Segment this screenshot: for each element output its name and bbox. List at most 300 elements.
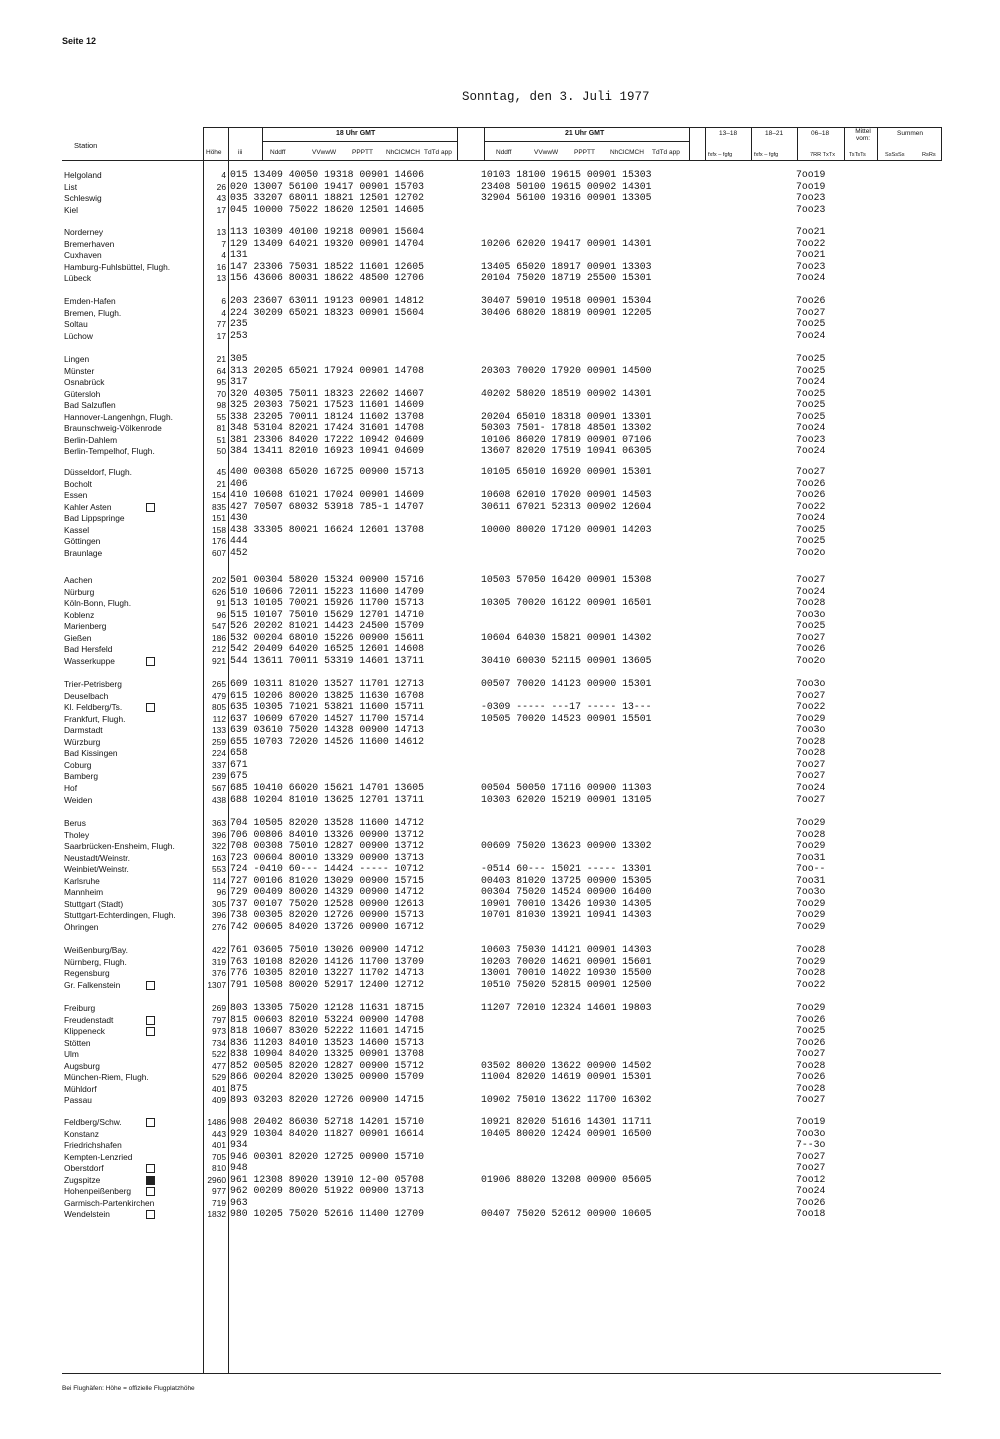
obs-extra: 7oo25 <box>796 535 826 547</box>
obs-extra: 7oo24 <box>796 376 826 388</box>
obs-21-gmt: 10206 62020 19417 00901 14301 <box>481 237 652 249</box>
station-height: 265 <box>212 679 226 689</box>
header-sub-13-18: fxfx – fgfg <box>708 152 733 158</box>
station-label: Osnabrück <box>64 377 105 388</box>
obs-extra: 7oo25 <box>796 353 826 364</box>
obs-18-gmt: 742 00605 84020 13726 00900 16712 <box>230 920 425 932</box>
obs-extra: 7oo27 <box>796 574 826 585</box>
station-name <box>64 490 87 500</box>
station-label: Klippeneck <box>64 1026 105 1037</box>
station-label: Helgoland <box>64 170 102 180</box>
obs-21-gmt: 10902 75010 13622 11700 16302 <box>481 1094 652 1106</box>
station-height: 133 <box>212 725 226 736</box>
obs-extra: 7oo19 <box>796 1116 826 1127</box>
station-height: 438 <box>212 794 226 805</box>
obs-18-gmt: 020 13007 56100 19417 00901 15703 <box>230 180 425 192</box>
obs-18-gmt: 776 10305 82010 13227 11702 14713 <box>230 967 425 979</box>
station-name <box>64 876 100 886</box>
station-height: 607 <box>212 547 226 558</box>
station-name <box>64 783 77 793</box>
header-sub-summen-2: RsRs <box>922 152 936 158</box>
obs-extra: 7oo22 <box>796 701 826 713</box>
station-label: Koblenz <box>64 609 95 620</box>
station-name <box>64 853 130 863</box>
station-height: 163 <box>212 852 226 863</box>
obs-21-gmt: 11207 72010 12324 14601 19803 <box>481 1002 652 1013</box>
station-height: 43 <box>216 193 226 204</box>
obs-21-gmt: 20303 70020 17920 00901 14500 <box>481 364 652 376</box>
col-rule-summen <box>877 127 878 161</box>
obs-18-gmt: 410 10608 61021 17024 00901 14609 <box>230 489 425 501</box>
station-label: List <box>64 181 78 192</box>
obs-extra: 7oo29 <box>796 920 826 932</box>
station-height: 21 <box>216 354 226 364</box>
station-label: Bad Salzuflen <box>64 400 116 411</box>
obs-21-gmt: 10603 75030 14121 00901 14303 <box>481 944 652 955</box>
station-label: Hannover-Langenhgn, Flugh. <box>64 411 173 422</box>
obs-18-gmt: 615 10206 80020 13825 11630 16708 <box>230 689 425 701</box>
header-top-rule <box>203 127 941 128</box>
station-name <box>64 760 91 770</box>
station-label: Bremerhaven <box>64 238 115 249</box>
obs-18-gmt: 156 43606 80031 18622 48500 12706 <box>230 272 425 284</box>
obs-extra: 7oo3o <box>796 1127 826 1139</box>
station-height: 50 <box>216 446 226 457</box>
station-name <box>64 536 100 546</box>
station-name <box>64 205 78 215</box>
station-height: 322 <box>212 841 226 852</box>
station-height: 1486 <box>207 1117 226 1127</box>
obs-18-gmt: 737 00107 75020 12528 00900 12613 <box>230 897 425 909</box>
station-name <box>64 1163 104 1173</box>
obs-extra: 7oo12 <box>796 1173 826 1185</box>
obs-extra: 7oo27 <box>796 466 826 477</box>
station-height: 13 <box>216 273 226 284</box>
station-height: 96 <box>216 887 226 898</box>
station-height: 16 <box>216 261 226 272</box>
station-label: Stuttgart-Echterdingen, Flugh. <box>64 910 176 921</box>
station-name <box>64 887 103 897</box>
obs-21-gmt: 10103 18100 19615 00901 15303 <box>481 169 652 180</box>
obs-21-gmt: 10701 81030 13921 10941 14303 <box>481 909 652 921</box>
obs-18-gmt: 852 00505 82020 12827 00900 15712 <box>230 1059 425 1071</box>
header-clouds-18: NhClCMCH <box>386 149 420 156</box>
obs-extra: 7oo26 <box>796 295 826 306</box>
obs-18-gmt: 815 00603 82010 53224 00900 14708 <box>230 1013 425 1025</box>
station-height: 269 <box>212 1003 226 1013</box>
obs-extra: 7oo25 <box>796 1025 826 1037</box>
station-label: Bad Kissingen <box>64 748 118 759</box>
obs-extra: 7oo18 <box>796 1208 826 1220</box>
station-height: 529 <box>212 1072 226 1083</box>
station-name <box>64 193 102 203</box>
station-name <box>64 864 129 874</box>
station-name <box>64 1061 100 1071</box>
station-height: 4 <box>221 170 226 180</box>
station-label: Gr. Falkenstein <box>64 979 121 990</box>
station-name <box>64 1026 105 1036</box>
station-label: Bad Lippspringe <box>64 513 125 524</box>
station-name <box>64 400 116 410</box>
station-height: 1307 <box>207 979 226 990</box>
obs-extra: 7oo31 <box>796 851 826 863</box>
obs-extra: 7oo3o <box>796 886 826 898</box>
obs-extra: 7oo27 <box>796 1150 826 1162</box>
station-height: 13 <box>216 227 226 237</box>
station-name <box>64 446 155 456</box>
obs-extra: 7oo23 <box>796 433 826 445</box>
obs-extra: 7oo3o <box>796 724 826 736</box>
station-height: 719 <box>212 1197 226 1208</box>
open-square-icon <box>146 1164 155 1173</box>
station-height: 17 <box>216 204 226 215</box>
station-label: Weinbiet/Weinstr. <box>64 864 129 875</box>
obs-18-gmt: 348 53104 82021 17424 31601 14708 <box>230 422 425 434</box>
station-height: 151 <box>212 513 226 524</box>
obs-extra: 7oo23 <box>796 192 826 204</box>
obs-extra: 7oo26 <box>796 1196 826 1208</box>
station-height: 396 <box>212 910 226 921</box>
station-name <box>64 1049 79 1059</box>
obs-18-gmt: 320 40305 75011 18323 22602 14607 <box>230 387 425 399</box>
station-name <box>64 1198 154 1208</box>
station-label: Gießen <box>64 632 92 643</box>
obs-18-gmt: 639 03610 75020 14328 00900 14713 <box>230 724 425 736</box>
station-name <box>64 1015 113 1025</box>
station-name <box>64 691 108 701</box>
obs-21-gmt: 30611 67021 52313 00902 12604 <box>481 500 652 512</box>
obs-18-gmt: 929 10304 84020 11827 00901 16614 <box>230 1127 425 1139</box>
header-18-21: 18–21 <box>765 130 784 137</box>
header-iii: iii <box>238 149 243 156</box>
obs-18-gmt: 727 00106 81020 13029 00900 15715 <box>230 874 425 886</box>
station-name <box>64 714 125 724</box>
station-name <box>64 795 92 805</box>
station-height: 7 <box>221 238 226 249</box>
footnote: Bei Flughäfen: Höhe = offizielle Flugplatzhöhe <box>62 1385 195 1392</box>
station-label: Garmisch-Partenkirchen <box>64 1197 155 1208</box>
station-label: Cuxhaven <box>64 250 102 261</box>
obs-extra: 7oo25 <box>796 410 826 422</box>
obs-18-gmt: 544 13611 70011 53319 14601 13711 <box>230 654 425 666</box>
station-height: 96 <box>216 609 226 620</box>
station-name <box>64 1095 92 1105</box>
station-height: 319 <box>212 956 226 967</box>
obs-18-gmt: 724 -0410 60--- 14424 ----- 10712 <box>230 863 425 875</box>
station-label: Saarbrücken-Ensheim, Flugh. <box>64 841 175 852</box>
obs-21-gmt: 00609 75020 13623 00900 13302 <box>481 840 652 852</box>
obs-21-gmt: 10901 70010 13426 10930 14305 <box>481 897 652 909</box>
station-label: Öhringen <box>64 921 99 932</box>
station-name <box>64 598 131 608</box>
obs-18-gmt: 526 20202 81021 14423 24500 15709 <box>230 620 425 632</box>
station-label: Konstanz <box>64 1128 99 1139</box>
header-summen: Summen <box>897 130 924 137</box>
obs-18-gmt: 963 <box>230 1196 248 1208</box>
station-name <box>64 968 110 978</box>
obs-extra: 7oo29 <box>796 840 826 852</box>
station-name <box>64 182 77 192</box>
station-label: Bremen, Flugh. <box>64 307 122 318</box>
obs-18-gmt: 381 23306 84020 17222 10942 04609 <box>230 433 425 445</box>
station-name <box>64 910 176 920</box>
obs-18-gmt: 510 10606 72011 15223 11600 14709 <box>230 585 425 597</box>
station-label: Würzburg <box>64 736 101 747</box>
obs-18-gmt: 542 20409 64020 16525 12601 14608 <box>230 643 425 655</box>
station-label: Bocholt <box>64 478 92 489</box>
obs-18-gmt: 427 70507 68032 53918 785-1 14707 <box>230 500 425 512</box>
obs-extra: 7oo22 <box>796 978 826 990</box>
station-height: 91 <box>216 598 226 609</box>
station-label: Weißenburg/Bay. <box>64 945 128 955</box>
obs-extra: 7oo28 <box>796 1082 826 1094</box>
obs-21-gmt: 10303 62020 15219 00901 13105 <box>481 793 652 805</box>
obs-18-gmt: 908 20402 86030 52718 14201 15710 <box>230 1116 425 1127</box>
station-name <box>64 737 100 747</box>
col-rule-21-start <box>484 127 485 161</box>
obs-21-gmt: 10203 70020 14621 00901 15601 <box>481 955 652 967</box>
obs-18-gmt: 317 <box>230 376 248 388</box>
header-tdtd-21: TdTd app <box>652 149 680 156</box>
obs-18-gmt: 325 20303 75021 17523 11601 14609 <box>230 399 425 411</box>
station-height: 114 <box>212 875 226 886</box>
obs-extra: 7oo2o <box>796 546 826 558</box>
obs-extra: 7oo3o <box>796 608 826 620</box>
station-label: Karlsruhe <box>64 875 100 886</box>
station-label: Tholey <box>64 829 90 840</box>
station-label: Weiden <box>64 794 93 805</box>
open-square-icon <box>146 503 155 512</box>
obs-extra: 7oo27 <box>796 770 826 782</box>
station-height: 26 <box>216 181 226 192</box>
station-name <box>64 957 127 967</box>
station-height: 305 <box>212 898 226 909</box>
station-name <box>64 435 117 445</box>
obs-extra: 7oo29 <box>796 909 826 921</box>
station-height: 64 <box>216 365 226 376</box>
obs-21-gmt: 10305 70020 16122 00901 16501 <box>481 597 652 609</box>
header-mittel: Mittel vom: <box>855 128 871 142</box>
obs-extra: 7oo28 <box>796 747 826 759</box>
station-label: Essen <box>64 490 88 501</box>
obs-18-gmt: 253 <box>230 329 248 341</box>
obs-18-gmt: 501 00304 58020 15324 00900 15716 <box>230 574 425 585</box>
station-name <box>64 296 116 306</box>
col-rule-18-end <box>457 127 458 161</box>
obs-18-gmt: 685 10410 66020 15621 14701 13605 <box>230 781 425 793</box>
station-label: Berus <box>64 818 86 828</box>
obs-18-gmt: 147 23306 75031 18522 11601 12605 <box>230 260 425 272</box>
obs-extra: 7oo26 <box>796 1013 826 1025</box>
station-label: Braunschweig-Völkenrode <box>64 423 162 434</box>
station-height: 921 <box>212 655 226 666</box>
station-label: Lingen <box>64 354 90 364</box>
obs-extra: 7oo25 <box>796 387 826 399</box>
obs-18-gmt: 129 13409 64021 19320 00901 14704 <box>230 237 425 249</box>
obs-21-gmt: 20204 65010 18318 00901 13301 <box>481 410 652 422</box>
obs-extra: 7--3o <box>796 1139 826 1151</box>
station-label: Oberstdorf <box>64 1163 104 1174</box>
obs-extra: 7oo25 <box>796 620 826 632</box>
obs-extra: 7oo29 <box>796 712 826 724</box>
col-rule-18-start <box>262 127 263 161</box>
obs-extra: 7oo26 <box>796 1036 826 1048</box>
station-name <box>64 308 121 318</box>
obs-18-gmt: 791 10508 80020 52917 12400 12712 <box>230 978 425 990</box>
station-label: Norderney <box>64 227 104 237</box>
station-height: 567 <box>212 782 226 793</box>
station-name <box>64 239 114 249</box>
station-name <box>64 502 112 512</box>
obs-extra: 7oo21 <box>796 249 826 261</box>
obs-extra: 7oo29 <box>796 955 826 967</box>
open-square-icon <box>146 1016 155 1025</box>
station-label: Augsburg <box>64 1060 100 1071</box>
obs-extra: 7oo28 <box>796 597 826 609</box>
station-name <box>64 818 86 828</box>
station-label: Köln-Bonn, Flugh. <box>64 598 132 609</box>
obs-21-gmt: 13405 65020 18917 00901 13303 <box>481 260 652 272</box>
station-height: 176 <box>212 536 226 547</box>
station-height: 202 <box>212 575 226 585</box>
station-height: 477 <box>212 1060 226 1071</box>
station-label: Aachen <box>64 575 93 585</box>
header-sub-summen-1: SsSsSs <box>885 152 905 158</box>
station-label: Düsseldorf, Flugh. <box>64 467 132 477</box>
obs-21-gmt: 00304 75020 14524 00900 16400 <box>481 886 652 898</box>
obs-21-gmt: -0309 ----- ---17 ----- 13--- <box>481 701 652 713</box>
station-height: 409 <box>212 1095 226 1106</box>
station-name <box>64 412 173 422</box>
obs-extra: 7oo24 <box>796 1185 826 1197</box>
station-label: Darmstadt <box>64 725 103 736</box>
col-rule-18-21 <box>751 127 752 161</box>
station-label: Berlin-Dahlem <box>64 434 118 445</box>
station-height: 70 <box>216 388 226 399</box>
obs-18-gmt: 609 10311 81020 13527 11701 12713 <box>230 678 425 689</box>
header-vvwww-18: VVwwW <box>312 149 337 156</box>
obs-21-gmt: 50303 7501- 17818 48501 13302 <box>481 422 652 434</box>
obs-extra: 7oo26 <box>796 477 826 489</box>
station-label: Stötten <box>64 1037 91 1048</box>
station-label: Gütersloh <box>64 388 101 399</box>
obs-18-gmt: 224 30209 65021 18323 00901 15604 <box>230 306 425 318</box>
station-label: Coburg <box>64 759 92 770</box>
header-13-18: 13–18 <box>719 130 738 137</box>
station-label: Kahler Asten <box>64 501 112 512</box>
obs-extra: 7oo28 <box>796 828 826 840</box>
station-label: Schleswig <box>64 193 102 204</box>
col-rule-06-18 <box>797 127 798 161</box>
station-label: Freudenstadt <box>64 1014 114 1025</box>
obs-extra: 7oo22 <box>796 500 826 512</box>
obs-extra: 7oo24 <box>796 329 826 341</box>
obs-18-gmt: 688 10204 81010 13625 12701 13711 <box>230 793 425 805</box>
station-height: 112 <box>212 713 226 724</box>
station-height: 55 <box>216 411 226 422</box>
obs-extra: 7oo28 <box>796 967 826 979</box>
header-clouds-21: NhClCMCH <box>610 149 644 156</box>
station-height: 705 <box>212 1151 226 1162</box>
station-height: 553 <box>212 864 226 875</box>
obs-18-gmt: 934 <box>230 1139 248 1151</box>
station-height: 158 <box>212 524 226 535</box>
station-name <box>64 679 122 689</box>
header-bottom-rule <box>62 160 941 161</box>
open-square-icon <box>146 1210 155 1219</box>
open-square-icon <box>146 703 155 712</box>
obs-extra: 7oo29 <box>796 1002 826 1013</box>
obs-18-gmt: 803 13305 75020 12128 11631 18715 <box>230 1002 425 1013</box>
station-height: 337 <box>212 759 226 770</box>
header-sub-18-21: fxfx – fgfg <box>754 152 779 158</box>
station-height: 45 <box>216 467 226 477</box>
obs-extra: 7oo26 <box>796 489 826 501</box>
station-height: 376 <box>212 968 226 979</box>
obs-21-gmt: 00507 70020 14123 00900 15301 <box>481 678 652 689</box>
station-name <box>64 1209 110 1219</box>
station-height: 396 <box>212 829 226 840</box>
station-label: Trier-Petrisberg <box>64 679 122 689</box>
obs-18-gmt: 015 13409 40050 19318 00901 14606 <box>230 169 425 180</box>
station-height: 239 <box>212 771 226 782</box>
obs-extra: 7oo27 <box>796 758 826 770</box>
obs-extra: 7oo27 <box>796 631 826 643</box>
station-label: Kassel <box>64 524 90 535</box>
station-label: Feldberg/Schw. <box>64 1117 122 1127</box>
station-name <box>64 980 120 990</box>
obs-extra: 7oo27 <box>796 689 826 701</box>
header-nddff-21: Nddff <box>496 149 512 156</box>
station-name <box>64 610 94 620</box>
obs-18-gmt: 729 00409 80020 14329 00900 14712 <box>230 886 425 898</box>
station-height: 224 <box>212 748 226 759</box>
obs-extra: 7oo31 <box>796 874 826 886</box>
obs-21-gmt: 00407 75020 52612 00900 10605 <box>481 1208 652 1220</box>
obs-18-gmt: 708 00308 75010 12827 00900 13712 <box>230 840 425 852</box>
station-label: Neustadt/Weinstr. <box>64 852 130 863</box>
obs-21-gmt: 00403 81020 13725 00900 15305 <box>481 874 652 886</box>
obs-21-gmt: 30410 60030 52115 00901 13605 <box>481 654 652 666</box>
station-name <box>64 587 94 597</box>
station-label: Lüchow <box>64 330 93 341</box>
obs-extra: 7oo27 <box>796 306 826 318</box>
obs-21-gmt: 10608 62010 17020 00901 14503 <box>481 489 652 501</box>
station-height: 81 <box>216 423 226 434</box>
obs-18-gmt: 836 11203 84010 13523 14600 15713 <box>230 1036 425 1048</box>
header-nddff-18: Nddff <box>270 149 286 156</box>
obs-18-gmt: 635 10305 71021 53821 11600 15711 <box>230 701 425 713</box>
station-label: Göttingen <box>64 536 101 547</box>
station-height: 259 <box>212 736 226 747</box>
obs-18-gmt: 045 10000 75022 18620 12501 14605 <box>230 203 425 215</box>
station-name <box>64 841 175 851</box>
obs-extra: 7oo25 <box>796 364 826 376</box>
obs-18-gmt: 655 10703 72020 14526 11600 14612 <box>230 735 425 747</box>
station-label: Friedrichshafen <box>64 1140 122 1151</box>
obs-extra: 7oo24 <box>796 422 826 434</box>
header-ppptt-21: PPPTT <box>574 149 595 156</box>
station-name <box>64 273 91 283</box>
obs-extra: 7oo29 <box>796 817 826 828</box>
station-label: Passau <box>64 1095 92 1106</box>
station-name <box>64 319 88 329</box>
obs-18-gmt: 438 33305 80021 16624 12601 13708 <box>230 523 425 535</box>
obs-18-gmt: 962 00209 80020 51922 00900 13713 <box>230 1185 425 1197</box>
obs-extra: 7oo-- <box>796 863 826 875</box>
obs-18-gmt: 235 <box>230 318 248 330</box>
obs-18-gmt: 706 00806 84010 13326 00900 13712 <box>230 828 425 840</box>
